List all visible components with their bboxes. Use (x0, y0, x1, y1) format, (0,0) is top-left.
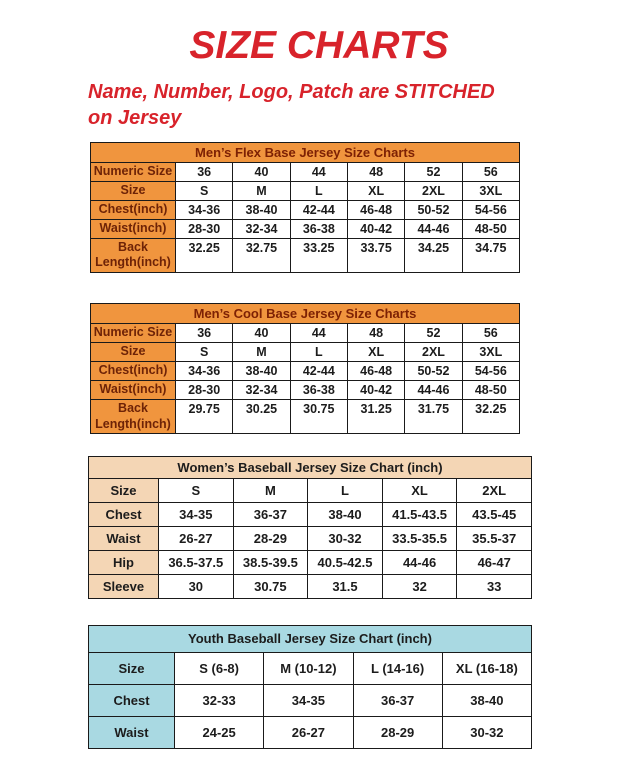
size-cell: 36 (176, 162, 233, 181)
table-row (91, 399, 520, 433)
size-cell: 52 (405, 323, 462, 342)
size-cell: 2XL (457, 479, 532, 503)
size-cell: 32.25 (176, 238, 233, 272)
table-title: Men’s Flex Base Jersey Size Charts (91, 142, 520, 162)
size-cell: 43.5-45 (457, 503, 532, 527)
table-row (91, 181, 520, 200)
size-cell: 29.75 (176, 399, 233, 433)
size-cell: 38-40 (308, 503, 383, 527)
table-row (89, 503, 532, 527)
size-cell: L (14-16) (353, 653, 442, 685)
table-row (89, 551, 532, 575)
size-cell: 32-34 (233, 380, 290, 399)
size-cell: 26-27 (264, 717, 353, 749)
size-cell: 42-44 (290, 361, 347, 380)
row-label: Waist(inch) (91, 380, 176, 399)
size-cell: XL (347, 342, 404, 361)
size-charts-page (0, 24, 638, 774)
size-cell: 56 (462, 162, 519, 181)
size-cell: L (290, 342, 347, 361)
size-cell: XL (347, 181, 404, 200)
size-cell: 33.75 (347, 238, 404, 272)
row-label: Waist (89, 717, 175, 749)
size-cell: 44-46 (382, 551, 457, 575)
size-cell: 40 (233, 323, 290, 342)
row-label: Size (89, 479, 159, 503)
row-label: Chest (89, 503, 159, 527)
size-cell: 32.25 (462, 399, 519, 433)
size-cell: M (233, 479, 308, 503)
row-label: Size (91, 181, 176, 200)
row-label: Hip (89, 551, 159, 575)
size-cell: M (233, 181, 290, 200)
size-cell: XL (382, 479, 457, 503)
size-cell: 34.75 (462, 238, 519, 272)
size-cell: 28-30 (176, 380, 233, 399)
table-row (89, 527, 532, 551)
row-label: Numeric Size (91, 162, 176, 181)
size-cell: 50-52 (405, 200, 462, 219)
size-cell: 33 (457, 575, 532, 599)
size-cell: 24-25 (175, 717, 264, 749)
size-cell: 44-46 (405, 380, 462, 399)
size-cell: 48-50 (462, 380, 519, 399)
size-cell: 54-56 (462, 361, 519, 380)
size-cell: 42-44 (290, 200, 347, 219)
size-cell: 38-40 (233, 200, 290, 219)
size-cell: 50-52 (405, 361, 462, 380)
size-cell: 30.75 (233, 575, 308, 599)
size-cell: 32-33 (175, 685, 264, 717)
table-row (89, 653, 532, 685)
youth-baseball-size-table (88, 625, 532, 749)
table-row (91, 323, 520, 342)
table-row (91, 219, 520, 238)
size-cell: 38.5-39.5 (233, 551, 308, 575)
size-cell: 2XL (405, 342, 462, 361)
size-cell: 35.5-37 (457, 527, 532, 551)
row-label: Waist (89, 527, 159, 551)
size-cell: 56 (462, 323, 519, 342)
size-cell: 38-40 (233, 361, 290, 380)
size-cell: 40-42 (347, 219, 404, 238)
table-title-row (89, 626, 532, 653)
size-cell: 30.25 (233, 399, 290, 433)
row-label: Chest (89, 685, 175, 717)
table-row (91, 200, 520, 219)
size-cell: 34-35 (159, 503, 234, 527)
size-cell: S (6-8) (175, 653, 264, 685)
size-cell: M (233, 342, 290, 361)
size-cell: L (308, 479, 383, 503)
size-cell: 34-35 (264, 685, 353, 717)
mens-cool-base-size-table (90, 303, 520, 434)
table-row (91, 238, 520, 272)
table-row (91, 162, 520, 181)
size-cell: 31.75 (405, 399, 462, 433)
size-cell: 2XL (405, 181, 462, 200)
size-cell: S (159, 479, 234, 503)
table-title: Youth Baseball Jersey Size Chart (inch) (89, 626, 532, 653)
size-cell: 31.25 (347, 399, 404, 433)
table-row (89, 685, 532, 717)
mens-flex-base-size-table (90, 142, 520, 273)
size-cell: S (176, 342, 233, 361)
size-cell: 48-50 (462, 219, 519, 238)
size-cell: 28-29 (233, 527, 308, 551)
size-cell: 38-40 (442, 685, 531, 717)
page-subtitle (88, 79, 558, 132)
page-title: SIZE CHARTS (189, 24, 449, 67)
size-cell: 28-29 (353, 717, 442, 749)
size-cell: 31.5 (308, 575, 383, 599)
size-cell: 40 (233, 162, 290, 181)
size-cell: 34.25 (405, 238, 462, 272)
row-label: Chest(inch) (91, 200, 176, 219)
size-cell: 32.75 (233, 238, 290, 272)
row-label: Waist(inch) (91, 219, 176, 238)
size-cell: 41.5-43.5 (382, 503, 457, 527)
size-cell: 30-32 (442, 717, 531, 749)
size-cell: 33.25 (290, 238, 347, 272)
size-cell: 32 (382, 575, 457, 599)
page-subtitle-line1: Name, Number, Logo, Patch are STITCHED (88, 80, 495, 103)
size-cell: XL (16-18) (442, 653, 531, 685)
size-cell: 46-47 (457, 551, 532, 575)
womens-baseball-size-table (88, 456, 532, 599)
row-label: Back Length(inch) (91, 238, 176, 272)
table-title: Women’s Baseball Jersey Size Chart (inch) (89, 457, 532, 479)
size-cell: 46-48 (347, 361, 404, 380)
row-label: Numeric Size (91, 323, 176, 342)
table-row (91, 361, 520, 380)
table-title-row (91, 303, 520, 323)
table-title: Men’s Cool Base Jersey Size Charts (91, 303, 520, 323)
size-cell: 30 (159, 575, 234, 599)
size-cell: 3XL (462, 181, 519, 200)
size-cell: 54-56 (462, 200, 519, 219)
size-cell: 30-32 (308, 527, 383, 551)
size-cell: 30.75 (290, 399, 347, 433)
row-label: Chest(inch) (91, 361, 176, 380)
page-subtitle-line2: on Jersey (88, 107, 182, 130)
size-cell: 44 (290, 323, 347, 342)
row-label: Size (91, 342, 176, 361)
size-cell: 46-48 (347, 200, 404, 219)
size-cell: 34-36 (176, 200, 233, 219)
size-cell: 34-36 (176, 361, 233, 380)
size-cell: 28-30 (176, 219, 233, 238)
size-cell: 48 (347, 162, 404, 181)
table-row (89, 717, 532, 749)
size-cell: 40.5-42.5 (308, 551, 383, 575)
size-cell: 36-38 (290, 219, 347, 238)
row-label: Back Length(inch) (91, 399, 176, 433)
size-cell: 36-37 (233, 503, 308, 527)
table-row (89, 479, 532, 503)
size-cell: 36-38 (290, 380, 347, 399)
size-cell: 26-27 (159, 527, 234, 551)
size-cell: 36-37 (353, 685, 442, 717)
size-cell: 44-46 (405, 219, 462, 238)
table-row (91, 342, 520, 361)
size-cell: 52 (405, 162, 462, 181)
size-cell: 40-42 (347, 380, 404, 399)
size-cell: 44 (290, 162, 347, 181)
size-cell: S (176, 181, 233, 200)
size-cell: 48 (347, 323, 404, 342)
table-row (91, 380, 520, 399)
size-cell: M (10-12) (264, 653, 353, 685)
row-label: Size (89, 653, 175, 685)
size-cell: 33.5-35.5 (382, 527, 457, 551)
size-cell: L (290, 181, 347, 200)
table-title-row (91, 142, 520, 162)
size-cell: 36.5-37.5 (159, 551, 234, 575)
table-title-row (89, 457, 532, 479)
table-row (89, 575, 532, 599)
size-cell: 32-34 (233, 219, 290, 238)
row-label: Sleeve (89, 575, 159, 599)
size-cell: 36 (176, 323, 233, 342)
size-cell: 3XL (462, 342, 519, 361)
